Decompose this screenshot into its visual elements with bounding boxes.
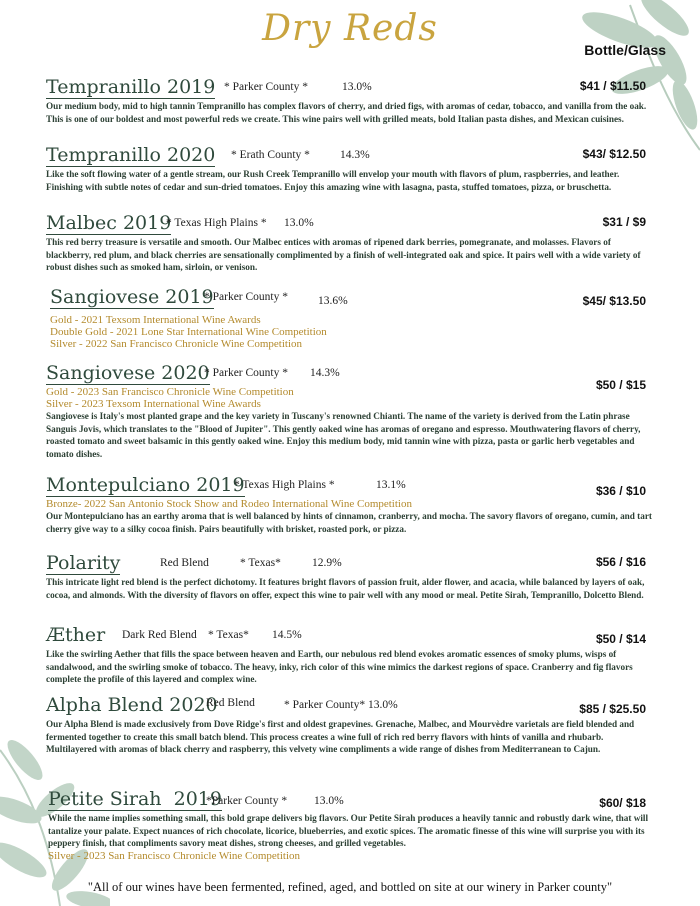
wine-entry: [46, 694, 656, 756]
wine-price: $56 / $16: [595, 555, 646, 569]
award-list: [46, 498, 656, 510]
wine-name: Petite Sirah 2019: [48, 788, 222, 810]
wine-price: $31 / $9: [602, 215, 646, 229]
wine-name: Tempranillo 2019: [46, 76, 216, 98]
wine-description: Sangiovese is Italy's most planted grape and the key variety in Tuscany's renowned Chianti. The name of the variety is derived from the Latin phrase Sanguis Jovis, which translates to the "Blood of Jupiter". This gently oaked wine has aromas of oregano and espresso. Mouthwatering flavors of cherry, roasted tomato and sweet balsamic in this gently oaked wine. Enjoy this medium body, mid tannin wine with pizza, pasta or garlic herb vegetables and tomato dishes.: [46, 411, 641, 459]
wine-abv: 14.3%: [310, 367, 340, 379]
award-list: [48, 850, 656, 862]
wine-abv: 13.1%: [376, 479, 406, 491]
wine-name: Tempranillo 2020: [46, 144, 216, 166]
wine-description: Like the soft flowing water of a gentle stream, our Rush Creek Tempranillo will envelop your mouth with flavors of plum, raspberries, and leather. Finishing with subtle notes of cedar and sun-dried tomatoes. Enjoy this amazing wine with lasagna, pasta, stuffed tomatoes, pizza, or bruschetta.: [46, 169, 620, 192]
wine-region: * Erath County *: [231, 149, 310, 161]
wine-abv: 14.3%: [340, 149, 370, 161]
wine-entry: [48, 788, 656, 862]
wine-entry: [46, 212, 656, 274]
wine-price: $36 / $10: [595, 484, 646, 498]
wine-price: $45/ $13.50: [582, 294, 646, 308]
wine-description: Our Montepulciano has an earthy aroma that is well balanced by hints of cinnamon, cranberry, and mocha. The savory flavors of oregano, cumin, and tart cherry give way to a silky cocoa finish. Pairs beautifully with brisket, roasted pork, or pizza.: [46, 511, 652, 534]
wine-abv: 13.0%: [342, 81, 372, 93]
wine-abv: 13.0%: [368, 699, 398, 711]
award-item: Gold - 2021 Texsom International Wine Awards: [50, 314, 261, 326]
award-item: Silver - 2023 Texsom International Wine Awards: [46, 398, 261, 410]
wine-description: Like the swirling Aether that fills the space between heaven and Earth, our nebulous red blend evokes aromatic essences of smoky plums, wisps of sandalwood, and the swirling smoke of tobacco. The heavy, inky, rich color of this wine mimics the darkest regions of space. Cranberry and fig flavors complete the profile of this layered and complex wine.: [46, 649, 633, 685]
wine-abv: 13.6%: [318, 295, 348, 307]
wine-description: While the name implies something small, this bold grape delivers big flavors. Our Petite Sirah produces a heavily tannic and robustly dark wine, that will tantalize your palate. Expect nuances of rich chocolate, licorice, blueberries, and exotic spices. The aromatic finesse of this wine will surprise you with its peppery finish, that compliments savory meat dishes, strong cheeses, and grilled vegetables.: [48, 813, 649, 849]
wine-name: Sangiovese 2019: [50, 286, 214, 308]
award-list: [50, 314, 656, 350]
wine-entry: [46, 144, 656, 193]
wine-price: $41 / $11.50: [579, 79, 646, 93]
wine-price: $60/ $18: [599, 796, 646, 810]
wine-name: Æther: [46, 624, 106, 646]
award-item: Double Gold - 2021 Lone Star International Wine Competition: [50, 326, 327, 338]
page-title: Dry Reds: [262, 8, 438, 49]
wine-region: * Parker County*: [284, 699, 366, 711]
wine-price: $50 / $14: [595, 632, 646, 646]
wine-name: Sangiovese 2020: [46, 362, 210, 384]
wine-region: * Texas High Plains *: [234, 479, 335, 491]
wine-abv: 13.0%: [314, 795, 344, 807]
wine-region: *Parker County *: [206, 795, 288, 807]
award-item: Silver - 2023 San Francisco Chronicle Wine Competition: [48, 849, 301, 862]
wine-entry: [46, 624, 656, 686]
wine-entry: [46, 362, 656, 460]
price-column-header: Bottle/Glass: [584, 42, 666, 58]
footer-note: "All of our wines have been fermented, refined, aged, and bottled on site at our winery in Parker county": [87, 880, 613, 894]
wine-blend: Red Blend: [160, 557, 209, 569]
wine-entry: [50, 286, 656, 350]
award-item: Gold - 2023 San Francisco Chronicle Wine Competition: [46, 386, 294, 398]
award-item: Bronze- 2022 San Antonio Stock Show and Rodeo International Wine Competition: [46, 498, 412, 510]
wine-region: * Texas*: [240, 557, 281, 569]
wine-region: * Parker County *: [204, 367, 289, 379]
wine-region: * Parker County *: [224, 81, 309, 93]
wine-entry: [46, 552, 656, 601]
wine-abv: 14.5%: [272, 629, 302, 641]
wine-name: Alpha Blend 2020: [46, 694, 218, 716]
wine-entry: [46, 76, 656, 125]
wine-abv: 13.0%: [284, 217, 314, 229]
wine-name: Malbec 2019: [46, 212, 172, 234]
wine-price: $85 / $25.50: [579, 702, 646, 716]
wine-region: * Texas*: [208, 629, 249, 641]
wine-price: $50 / $15: [595, 378, 646, 392]
wine-blend: Dark Red Blend: [122, 629, 197, 641]
wine-name: Polarity: [46, 552, 121, 574]
wine-region: * Texas High Plains *: [166, 217, 267, 229]
wine-description: Our Alpha Blend is made exclusively from Dove Ridge's first and oldest grapevines. Grenache, Malbec, and Mourvèdre varietals are field blended and fermented together to create this small batch blend. This process creates a wine full of rich red berry flavors with hints of vanilla and rhubarb. Multilayered with aromas of black cherry and raspberry, this velvety wine compliments a wide range of dishes from Mediterranean to Cajun.: [46, 719, 635, 755]
wine-description: This red berry treasure is versatile and smooth. Our Malbec entices with aromas of ripened dark berries, pomegranate, and molasses. Flavors of blackberry, red plum, and black cherries are sensationally complimented by a finish of well-integrated oak and spice. It pairs well with a wide variety of robust dishes such as smoked ham, sirloin, or venison.: [46, 237, 641, 273]
wine-abv: 12.9%: [312, 557, 342, 569]
wine-blend: Red Blend: [206, 697, 255, 709]
wine-region: * Parker County *: [204, 291, 289, 303]
award-item: Silver - 2022 San Francisco Chronicle Wine Competition: [50, 338, 303, 350]
award-list: [46, 386, 656, 410]
wine-description: This intricate light red blend is the perfect dichotomy. It features bright flavors of passion fruit, alder flower, and acacia, while balanced by layers of oak, cocoa, and almonds. With the diversity of flavors on offer, expect this wine to pair well with any mood or meal. Petite Sirah, Tempranillo, Dolcetto Blend.: [46, 577, 645, 600]
wine-price: $43/ $12.50: [582, 147, 646, 161]
wine-description: Our medium body, mid to high tannin Tempranillo has complex flavors of cherry, and dried figs, with aromas of cedar, tobacco, and vanilla from the oak. This is one of our boldest and most powerful reds we create. This wine pairs well with grilled meats, bold Italian pasta dishes, and Mexican cuisines.: [46, 101, 647, 124]
wine-entry: [46, 474, 656, 535]
wine-name: Montepulciano 2019: [46, 474, 245, 496]
